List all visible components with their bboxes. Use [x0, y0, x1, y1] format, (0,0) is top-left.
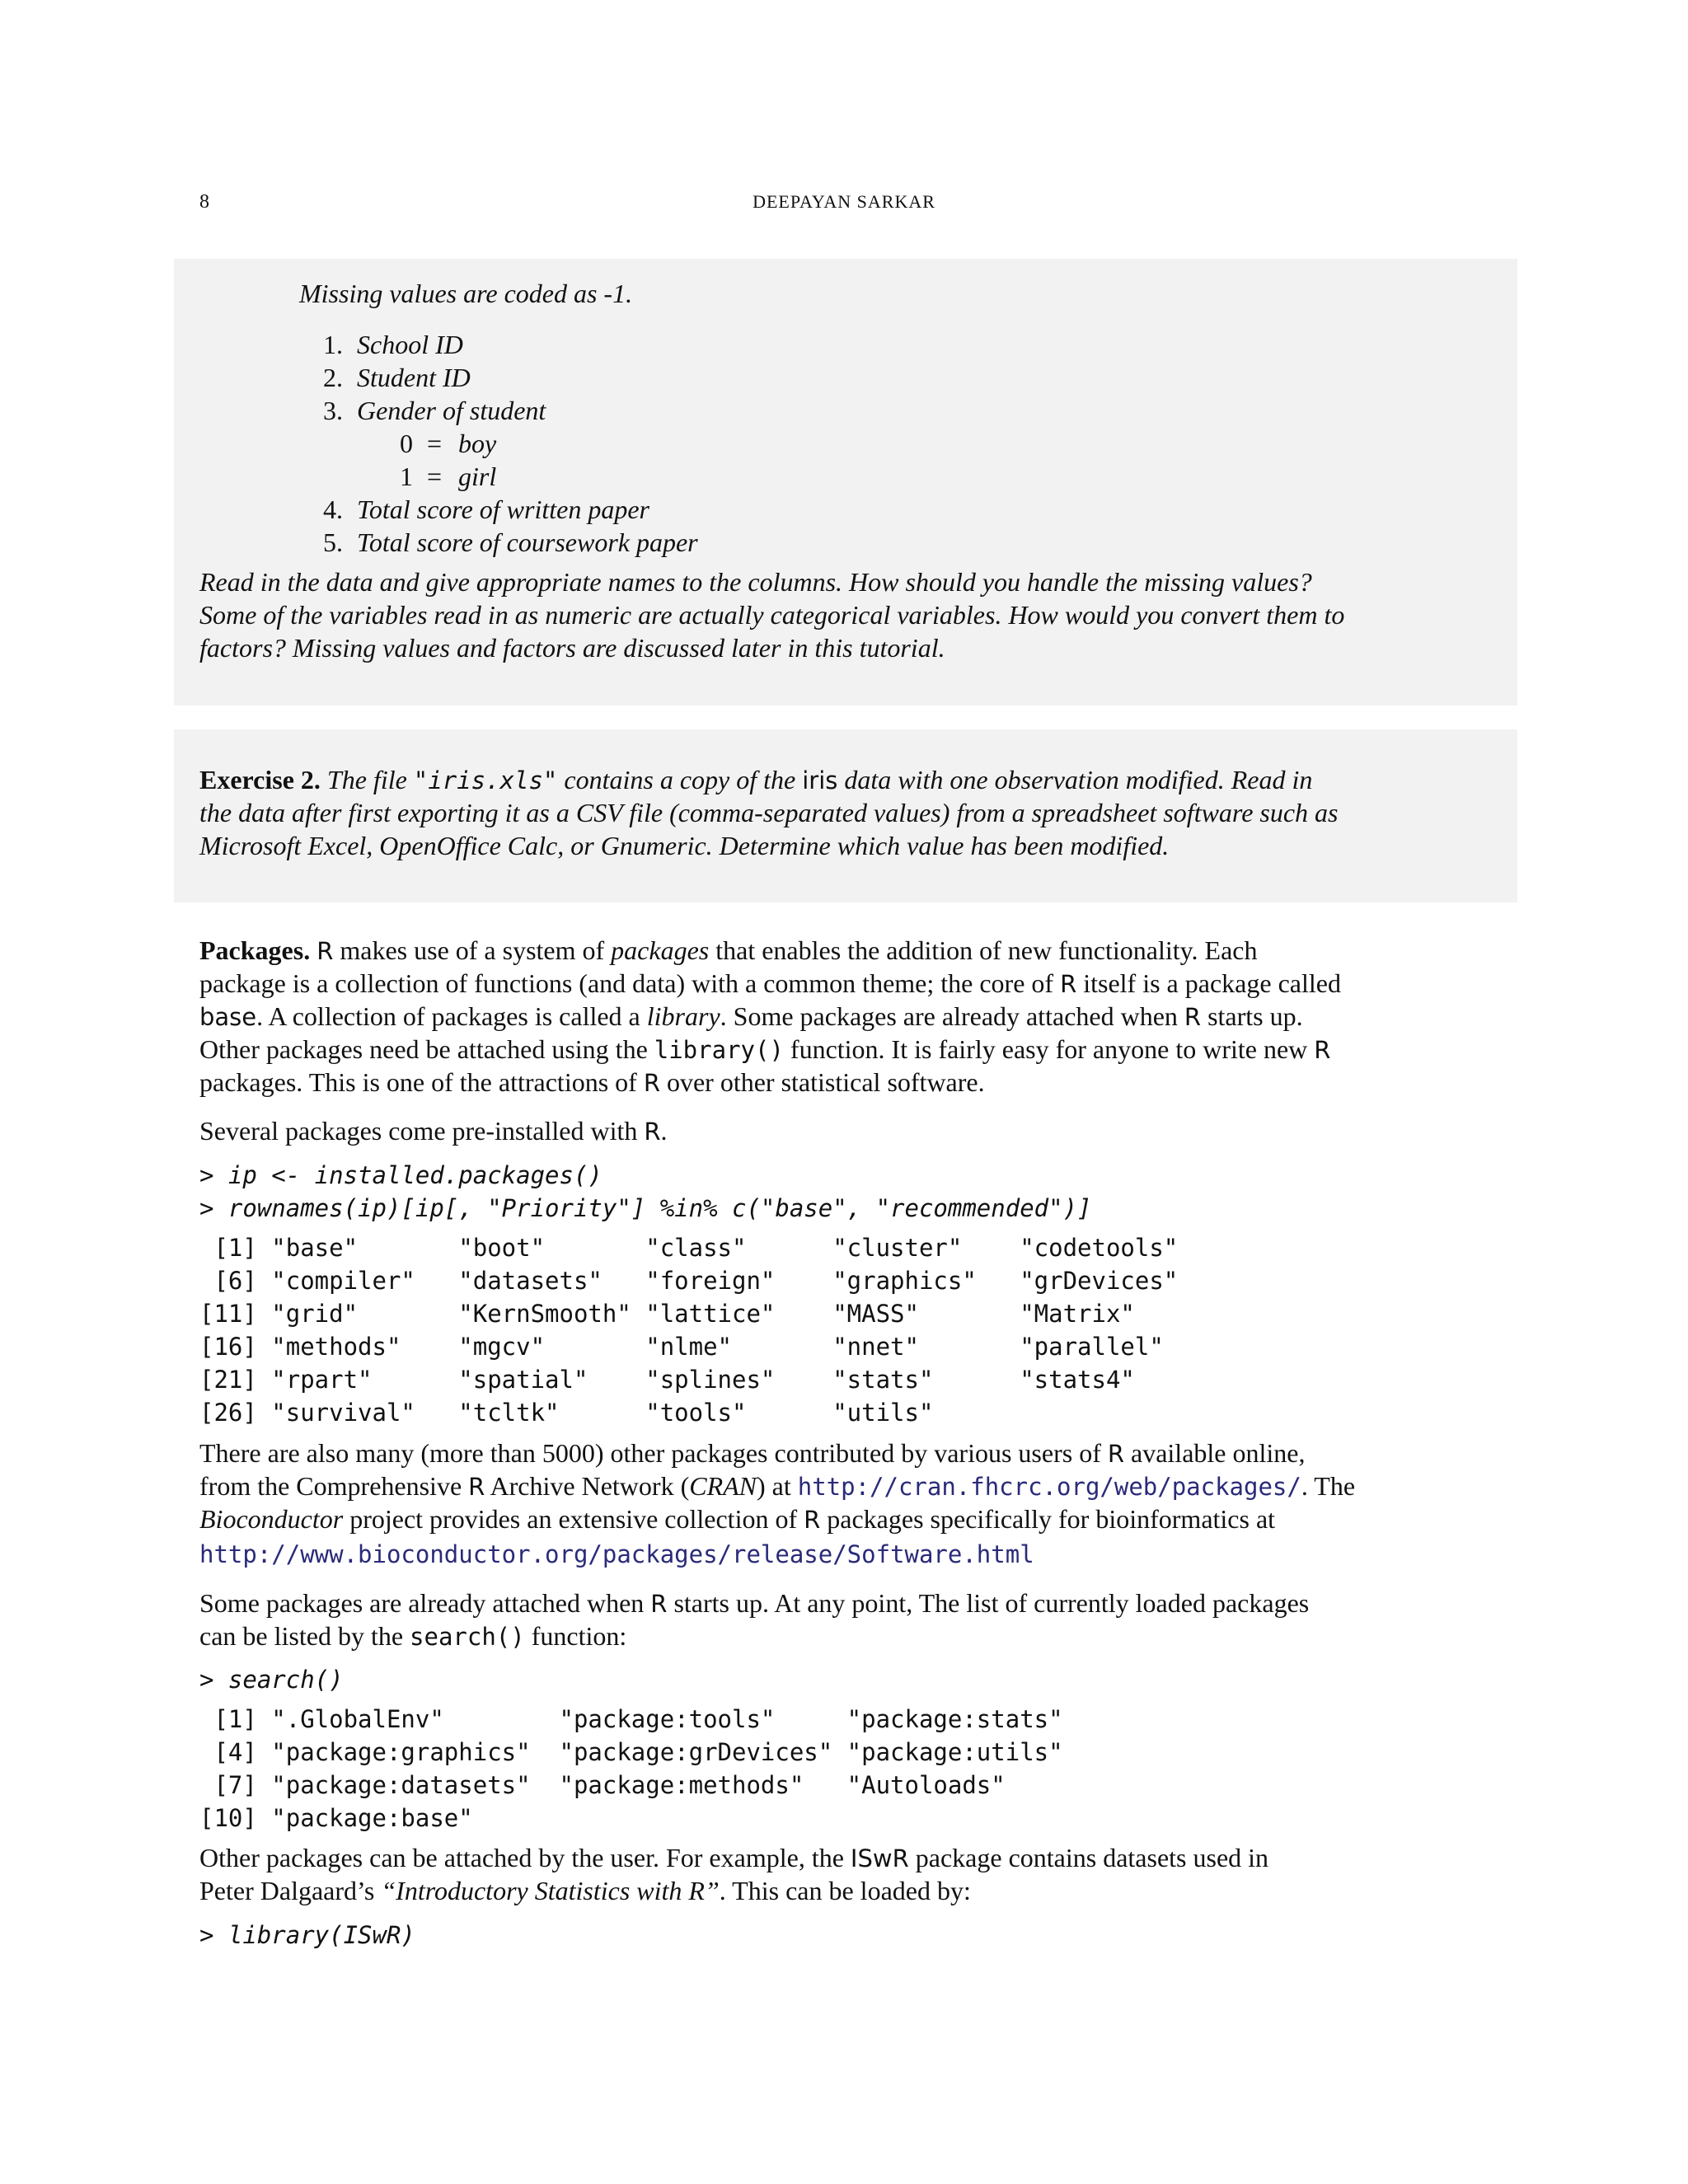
code-input: > library(ISwR): [199, 1921, 415, 1949]
text: .: [660, 1116, 668, 1146]
list-num: 5.: [323, 527, 343, 557]
list-num: 4.: [323, 494, 343, 524]
exercise-label: Exercise 2.: [199, 765, 321, 794]
text: package is a collection of functions (and data) with a common theme; the core of: [199, 968, 1054, 998]
text: from the Comprehensive: [199, 1471, 462, 1501]
text: can be listed by the: [199, 1621, 404, 1651]
section-heading: Packages.: [199, 935, 311, 965]
term: packages: [611, 935, 710, 965]
text-line: [199, 1033, 1330, 1066]
text: . The: [1301, 1471, 1356, 1501]
text-line: [199, 1114, 668, 1148]
text: Archive Network (: [490, 1471, 690, 1501]
list-item: Gender of student: [357, 396, 546, 425]
text-line: [199, 1841, 1268, 1875]
list-item: School ID: [357, 330, 463, 359]
r-name: R: [644, 1118, 661, 1146]
term: CRAN: [689, 1471, 757, 1501]
code-output: [10] "package:base": [199, 1804, 473, 1832]
code-input: > rownames(ip)[ip[, "Priority"] %in% c("base", "recommended")]: [199, 1194, 1092, 1222]
text: function. It is fairly easy for anyone to write new: [790, 1034, 1308, 1064]
text-line: Read in the data and give appropriate names to the columns. How should you handle the missing values?: [199, 567, 1312, 597]
text-line: [199, 1066, 985, 1099]
cran-link[interactable]: http://cran.fhcrc.org/web/packages/: [797, 1473, 1301, 1501]
text: makes use of a system of: [340, 935, 605, 965]
r-name: R: [650, 1590, 668, 1618]
text: ) at: [757, 1471, 791, 1501]
package-name: base: [199, 1003, 257, 1031]
code-input: > ip <- installed.packages(): [199, 1161, 603, 1189]
text: available online,: [1131, 1438, 1306, 1468]
text: package contains datasets used in: [915, 1843, 1269, 1872]
list-item: Total score of coursework paper: [357, 527, 698, 557]
book-title: “Introductory Statistics with R”: [381, 1876, 720, 1905]
text: Some packages are already attached when: [199, 1588, 645, 1618]
list-num: 1.: [323, 330, 343, 359]
text-line: Microsoft Excel, OpenOffice Calc, or Gnumeric. Determine which value has been modified.: [199, 831, 1170, 860]
code-output: [1] "base" "boot" "class" "cluster" "codetools": [199, 1234, 1179, 1262]
text-line: factors? Missing values and factors are discussed later in this tutorial.: [199, 633, 945, 663]
text-line: [199, 1874, 971, 1907]
code-input: > search(): [199, 1666, 344, 1694]
missing-values-note: Missing values are coded as -1.: [299, 279, 633, 308]
text-line: [199, 1586, 1309, 1620]
dataset-name: iris: [802, 766, 838, 794]
text: . A collection of packages is called a: [256, 1001, 640, 1031]
text: starts up. At any point, The list of currently loaded packages: [673, 1588, 1310, 1618]
text-line: [199, 934, 1258, 968]
r-name: R: [468, 1473, 485, 1501]
code-output: [21] "rpart" "spatial" "splines" "stats" "stats4": [199, 1366, 1135, 1394]
bioconductor-link[interactable]: http://www.bioconductor.org/packages/release/Software.html: [199, 1540, 1034, 1568]
text: that enables the addition of new functionality. Each: [715, 935, 1258, 965]
r-name: R: [316, 937, 334, 965]
text: . Some packages are already attached when: [720, 1001, 1178, 1031]
text: packages specifically for bioinformatics at: [827, 1504, 1276, 1534]
text: over other statistical software.: [666, 1067, 985, 1097]
text-line: [199, 967, 1341, 1001]
text: itself is a package called: [1083, 968, 1341, 998]
text-line: [199, 1619, 626, 1653]
code-eq: =: [427, 462, 443, 491]
list-num: 2.: [323, 363, 343, 392]
text-line: [199, 1000, 1303, 1033]
list-num: 3.: [323, 396, 343, 425]
code-output: [1] ".GlobalEnv" "package:tools" "package:stats": [199, 1705, 1063, 1733]
code-output: [26] "survival" "tcltk" "tools" "utils": [199, 1399, 934, 1427]
r-name: R: [1314, 1036, 1331, 1064]
r-name: R: [1107, 1440, 1124, 1468]
text: Other packages can be attached by the user. For example, the: [199, 1843, 844, 1872]
text: Several packages come pre-installed with: [199, 1116, 638, 1146]
exercise-2-line: [199, 763, 1312, 797]
r-name: R: [1060, 970, 1077, 998]
file-name: "iris.xls": [413, 766, 558, 794]
text: project provides an extensive collection of: [349, 1504, 798, 1534]
function-name: library(): [654, 1036, 784, 1064]
text: The file: [326, 765, 407, 794]
page-number: 8: [199, 191, 209, 213]
text-line: [199, 1436, 1305, 1470]
term: library: [646, 1001, 720, 1031]
text: packages. This is one of the attractions of: [199, 1067, 637, 1097]
text: Peter Dalgaard’s: [199, 1876, 375, 1905]
text: . This can be loaded by:: [719, 1876, 971, 1905]
text: function:: [531, 1621, 627, 1651]
code-output: [11] "grid" "KernSmooth" "lattice" "MASS" "Matrix": [199, 1300, 1135, 1328]
running-head: DEEPAYAN SARKAR: [753, 191, 935, 212]
r-name: R: [643, 1069, 660, 1097]
text: Other packages need be attached using the: [199, 1034, 648, 1064]
text-line: [199, 1469, 1355, 1503]
text: contains a copy of the: [564, 765, 796, 794]
code-output: [16] "methods" "mgcv" "nlme" "nnet" "parallel": [199, 1333, 1164, 1361]
text: There are also many (more than 5000) other packages contributed by various users of: [199, 1438, 1101, 1468]
function-name: search(): [410, 1623, 525, 1651]
list-item: Student ID: [357, 363, 471, 392]
text-line: the data after first exporting it as a CSV file (comma-separated values) from a spreadsheet software such as: [199, 798, 1339, 827]
text: data with one observation modified. Read in: [844, 765, 1313, 794]
code-label: boy: [458, 429, 497, 458]
list-item: Total score of written paper: [357, 494, 649, 524]
code-output: [6] "compiler" "datasets" "foreign" "graphics" "grDevices": [199, 1267, 1179, 1295]
text-line: Some of the variables read in as numeric are actually categorical variables. How would you convert them to: [199, 600, 1345, 630]
text: starts up.: [1207, 1001, 1303, 1031]
package-name: ISwR: [850, 1844, 909, 1872]
code-eq: =: [427, 429, 443, 458]
code-output: [7] "package:datasets" "package:methods" "Autoloads": [199, 1771, 1006, 1799]
text-line: [199, 1502, 1275, 1536]
r-name: R: [1184, 1003, 1202, 1031]
term: Bioconductor: [199, 1504, 344, 1534]
r-name: R: [804, 1506, 821, 1534]
code-value: 0: [400, 429, 413, 458]
code-label: girl: [458, 462, 497, 491]
code-value: 1: [400, 462, 413, 491]
code-output: [4] "package:graphics" "package:grDevices" "package:utils": [199, 1738, 1063, 1766]
